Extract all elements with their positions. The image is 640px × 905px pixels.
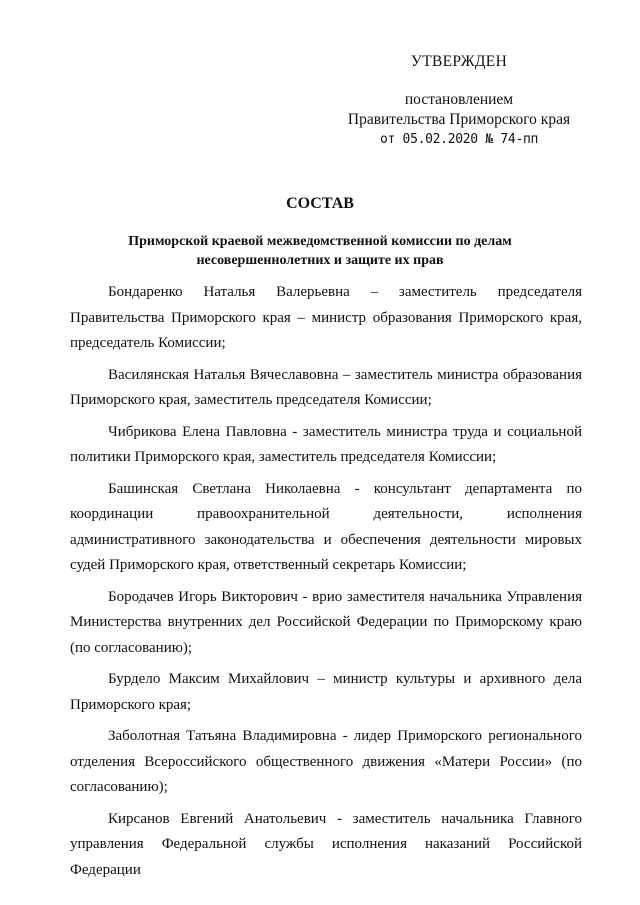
- member-entry: Башинская Светлана Николаевна - консультант департамента по координации правоохранительной деятельности, исполнения административного законодательства и обеспечения деятельности мировых судей Приморского края, ответственный секретарь Комиссии;: [70, 480, 582, 573]
- member-entry: Бурдело Максим Михайлович – министр культуры и архивного дела Приморского края;: [70, 671, 582, 713]
- approval-block: [340, 52, 578, 150]
- member-entry: Бондаренко Наталья Валерьевна – заместитель председателя Правительства Приморского края – министр образования Приморского края, председатель Комиссии;: [70, 284, 582, 351]
- approval-line-decree: постановлением: [404, 91, 514, 108]
- member-entry: Чибрикова Елена Павловна - заместитель министра труда и социальной политики Приморского края, заместитель председателя Комиссии;: [70, 423, 582, 465]
- member-entry: Заболотная Татьяна Владимировна - лидер Приморского регионального отделения Всероссийского общественного движения «Матери России» (по согласованию);: [70, 728, 582, 795]
- members-list: [70, 280, 582, 883]
- document-subtitle: [90, 232, 550, 270]
- document-title: СОСТАВ: [286, 195, 354, 212]
- member-entry: Бородачев Игорь Викторович - врио заместителя начальника Управления Министерства внутренних дел Российской Федерации по Приморскому краю (по согласованию);: [70, 588, 582, 656]
- approval-heading: УТВЕРЖДЕН: [410, 53, 508, 70]
- subtitle-line-1: Приморской краевой межведомственной комиссии по делам: [128, 234, 512, 249]
- subtitle-line-2: несовершеннолетних и защите их прав: [196, 253, 444, 268]
- member-entry: Василянская Наталья Вячеславовна – заместитель министра образования Приморского края, заместитель председателя Комиссии;: [70, 366, 582, 408]
- member-entry: Кирсанов Евгений Анатольевич - заместитель начальника Главного управления Федеральной службы исполнения наказаний Российской Федерации: [70, 810, 582, 878]
- approval-line-number: от 05.02.2020 № 74-пп: [379, 132, 539, 147]
- approval-line-government: Правительства Приморского края: [347, 111, 571, 128]
